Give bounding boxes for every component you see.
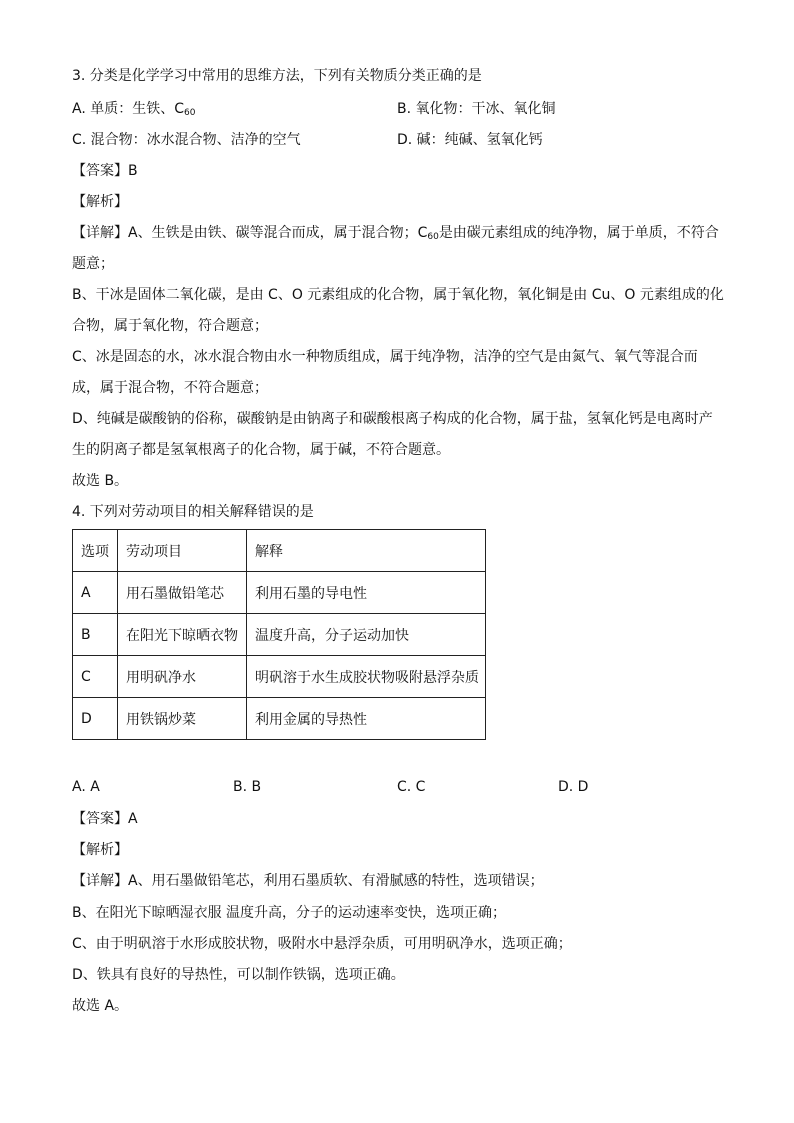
q4-analysis-label: 【解析】: [72, 842, 128, 858]
q3-detail-line-3: B、干冰是固体二氧化碳，是由 C、O 元素组成的化合物，属于氧化物，氧化铜是由 Cu、O 元素组成的化: [72, 287, 724, 303]
table-cell: 用石墨做铅笔芯: [118, 572, 247, 614]
table-row: [73, 698, 486, 740]
q3-option-a-subscript: 60: [184, 108, 196, 118]
table-cell: B: [73, 614, 118, 656]
q4-option-d: D. D: [558, 779, 589, 795]
table-cell: D: [73, 698, 118, 740]
q4-option-b: B. B: [233, 779, 262, 795]
table-cell: 在阳光下晾晒衣物: [118, 614, 247, 656]
table-row: [73, 572, 486, 614]
q3-detail-line-2: 题意；: [72, 256, 114, 272]
q3-detail-line-1: [72, 223, 719, 247]
table-cell: 用铁锅炒菜: [118, 698, 247, 740]
table-cell: 温度升高，分子运动加快: [247, 614, 486, 656]
q3-option-c: C. 混合物：冰水混合物、洁净的空气: [72, 132, 301, 148]
table-cell: 利用石墨的导电性: [247, 572, 486, 614]
table-header-cell: 劳动项目: [118, 530, 247, 572]
q4-table: [72, 529, 486, 740]
q3-option-d: D. 碱：纯碱、氢氧化钙: [397, 132, 543, 148]
table-header-cell: 选项: [73, 530, 118, 572]
q4-answer: 【答案】A: [72, 811, 138, 827]
q3-detail-line-8: 生的阴离子都是氢氧根离子的化合物，属于碱，不符合题意。: [72, 442, 450, 458]
q4-option-c: C. C: [397, 779, 426, 795]
table-cell: 明矾溶于水生成胶状物吸附悬浮杂质: [247, 656, 486, 698]
q3-detail-line-6: 成，属于混合物，不符合题意；: [72, 380, 268, 396]
q3-answer: 【答案】B: [72, 163, 138, 179]
table-cell: C: [73, 656, 118, 698]
q3-choose: 故选 B。: [72, 473, 129, 489]
q4-stem: 4. 下列对劳动项目的相关解释错误的是: [72, 504, 314, 520]
table-header-row: [73, 530, 486, 572]
q4-choose: 故选 A。: [72, 998, 129, 1014]
table-cell: 用明矾净水: [118, 656, 247, 698]
q3-option-a: [72, 99, 195, 123]
q3-option-a-text: A. 单质：生铁、C: [72, 101, 185, 117]
table-row: [73, 656, 486, 698]
q4-detail-line-1: 【详解】A、用石墨做铅笔芯，利用石墨质软、有滑腻感的特性，选项错误；: [72, 873, 544, 889]
q3-detail-1-subscript: 60: [427, 232, 439, 242]
q3-analysis-label: 【解析】: [72, 194, 128, 210]
q3-detail-line-5: C、冰是固态的水，冰水混合物由水一种物质组成，属于纯净物，洁净的空气是由氮气、氧气等混合而: [72, 349, 698, 365]
table-cell: A: [73, 572, 118, 614]
q3-detail-1b: 是由碳元素组成的纯净物，属于单质，不符合: [438, 225, 719, 241]
q3-detail-1a: 【详解】A、生铁是由铁、碳等混合而成，属于混合物；C: [72, 225, 428, 241]
q4-option-a: A. A: [72, 779, 100, 795]
q3-option-b: B. 氧化物：干冰、氧化铜: [397, 101, 556, 117]
q3-stem: 3. 分类是化学学习中常用的思维方法，下列有关物质分类正确的是: [72, 68, 482, 84]
table-cell: 利用金属的导热性: [247, 698, 486, 740]
q4-detail-line-3: C、由于明矾溶于水形成胶状物，吸附水中悬浮杂质，可用明矾净水，选项正确；: [72, 936, 572, 952]
q3-detail-line-4: 合物，属于氧化物，符合题意；: [72, 318, 268, 334]
table-header-cell: 解释: [247, 530, 486, 572]
q4-detail-line-2: B、在阳光下晾晒湿衣服 温度升高，分子的运动速率变快，选项正确；: [72, 905, 507, 921]
q3-detail-line-7: D、纯碱是碳酸钠的俗称，碳酸钠是由钠离子和碳酸根离子构成的化合物，属于盐，氢氧化钙是电离时产: [72, 411, 713, 427]
q4-detail-line-4: D、铁具有良好的导热性，可以制作铁锅，选项正确。: [72, 967, 405, 983]
table-row: [73, 614, 486, 656]
